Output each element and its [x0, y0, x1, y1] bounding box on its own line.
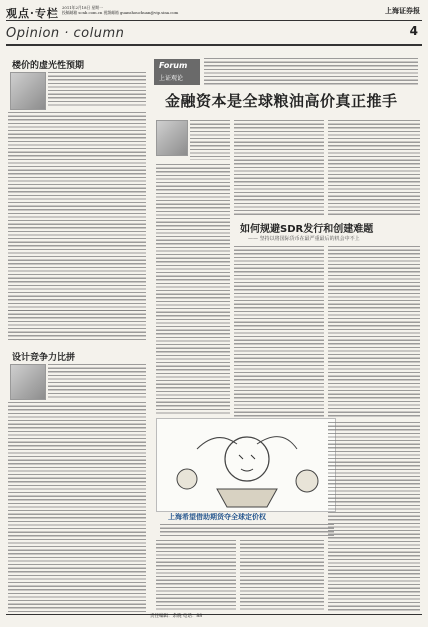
main-headline: 金融资本是全球粮油高价真正推手	[165, 92, 398, 110]
columnist-photo-2	[10, 364, 46, 400]
lower-article-col-2	[240, 540, 324, 610]
columnist-photo	[10, 72, 46, 110]
cartoon-illustration	[156, 418, 336, 512]
forum-sub: 上证观论	[159, 75, 184, 82]
cartoon-drawing	[157, 419, 335, 511]
left-article-title-2: 设计竞争力比拼	[12, 353, 76, 363]
forum-badge	[154, 59, 200, 85]
left-article-1-body	[8, 112, 146, 312]
sub-article-col-1	[234, 246, 324, 418]
masthead-newspaper-name: 上海证券报	[385, 6, 420, 15]
page-number: 4	[409, 24, 418, 38]
forum-label: Forum	[159, 61, 188, 70]
forum-intro	[204, 58, 418, 86]
author-photo	[156, 120, 188, 156]
left-article-title-1: 楼价的虚光性预期	[12, 61, 85, 71]
sub-article-deck: —— 坚持以将国际货币在最严重最后的机会中不上	[248, 236, 360, 242]
main-article-col-2	[234, 120, 324, 216]
left-article-2-body	[8, 402, 146, 612]
section-title: Opinion · column	[6, 26, 125, 41]
masthead-date: 2011年2月18日 星期一	[62, 5, 103, 10]
footer-credit: 责任编辑：余晓 电话：88	[150, 614, 203, 619]
left-article-1-body-end	[8, 310, 146, 342]
masthead-contact: 投稿邮箱 scnb.com.cn 视频邮箱 guanshouchuan@vip.sina.com	[62, 10, 179, 15]
cartoon-caption-text	[160, 524, 334, 536]
section-rule	[6, 44, 422, 46]
footer-rule	[6, 614, 422, 615]
author-bio	[190, 120, 230, 160]
lower-article-col-1	[156, 540, 236, 610]
masthead-section-label: 观点·专栏	[6, 7, 59, 20]
main-article-col-3	[328, 120, 420, 216]
masthead-meta	[62, 5, 182, 15]
left-article-1-intro	[48, 72, 146, 108]
cartoon-caption-title: 上海希望借助期货夺全球定价权	[168, 513, 266, 521]
sub-article-col-2	[328, 246, 420, 418]
lower-article-col-3	[328, 422, 420, 612]
sub-article-headline: 如何规避SDR发行和创建难题	[240, 224, 374, 235]
left-article-2-intro	[48, 364, 146, 398]
main-article-col-1	[156, 164, 230, 414]
header-rule	[6, 20, 422, 21]
